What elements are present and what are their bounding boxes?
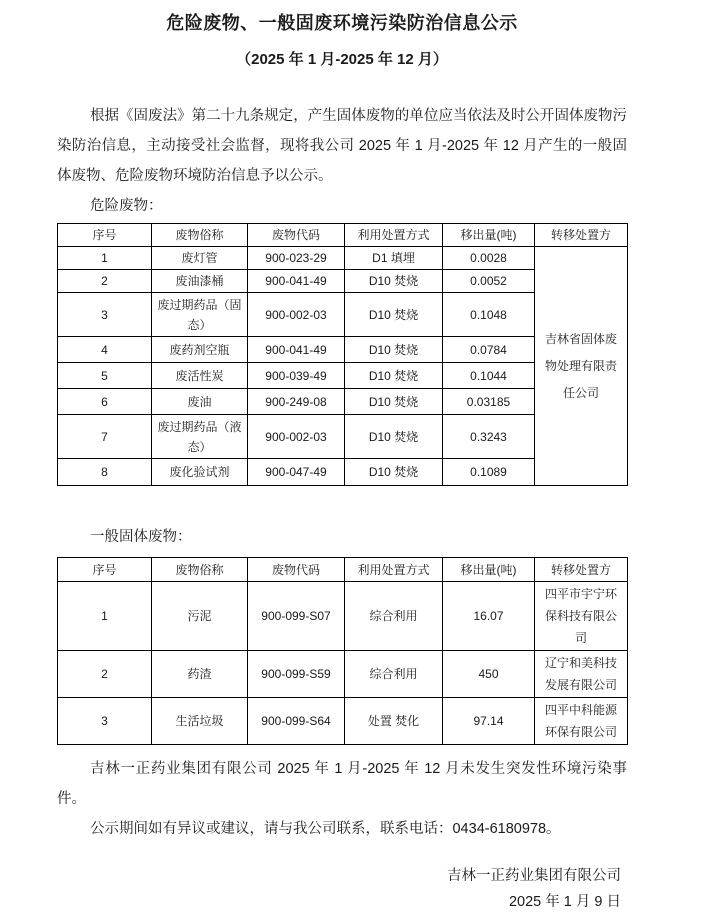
column-header-transfer-party: 转移处置方 [535, 558, 628, 582]
table-header-row [58, 558, 628, 582]
column-header-disposal-method: 利用处置方式 [345, 558, 443, 582]
table-row [58, 582, 628, 651]
cell-waste-code: 900-047-49 [248, 459, 345, 486]
cell-disposal-method: D10 焚烧 [345, 363, 443, 389]
cell-waste-code: 900-002-03 [248, 415, 345, 459]
cell-waste-name: 废过期药品（液态） [152, 415, 248, 459]
table-row [58, 651, 628, 698]
general-waste-section-label: 一般固体废物： [90, 529, 192, 545]
cell-disposal-method: 综合利用 [345, 651, 443, 698]
cell-index: 3 [58, 698, 152, 745]
cell-index: 8 [58, 459, 152, 486]
table-row [58, 247, 628, 270]
cell-disposal-method: D10 焚烧 [345, 389, 443, 415]
cell-index: 2 [58, 651, 152, 698]
cell-amount: 450 [443, 651, 535, 698]
cell-disposal-method: D10 焚烧 [345, 459, 443, 486]
cell-waste-code: 900-039-49 [248, 363, 345, 389]
page-subtitle: （2025 年 1 月-2025 年 12 月） [236, 51, 448, 68]
cell-waste-name: 药渣 [152, 651, 248, 698]
cell-waste-code: 900-041-49 [248, 270, 345, 293]
cell-index: 2 [58, 270, 152, 293]
cell-waste-name: 废化验试剂 [152, 459, 248, 486]
cell-waste-code: 900-041-49 [248, 337, 345, 363]
cell-index: 1 [58, 582, 152, 651]
cell-amount: 0.0028 [443, 247, 535, 270]
cell-waste-code: 900-002-03 [248, 293, 345, 337]
cell-waste-name: 废油漆桶 [152, 270, 248, 293]
column-header-index: 序号 [58, 224, 152, 247]
cell-waste-name: 污泥 [152, 582, 248, 651]
cell-amount: 0.1048 [443, 293, 535, 337]
column-header-waste-code: 废物代码 [248, 224, 345, 247]
cell-disposal-method: D10 焚烧 [345, 293, 443, 337]
column-header-disposal-method: 利用处置方式 [345, 224, 443, 247]
general-waste-table [57, 557, 628, 745]
cell-disposal-method: 综合利用 [345, 582, 443, 651]
column-header-transfer-party: 转移处置方 [535, 224, 628, 247]
cell-amount: 0.1044 [443, 363, 535, 389]
cell-waste-name: 废药剂空瓶 [152, 337, 248, 363]
column-header-index: 序号 [58, 558, 152, 582]
cell-amount: 16.07 [443, 582, 535, 651]
cell-disposal-method: D10 焚烧 [345, 337, 443, 363]
cell-disposal-method: D10 焚烧 [345, 415, 443, 459]
cell-waste-name: 废油 [152, 389, 248, 415]
cell-waste-code: 900-249-08 [248, 389, 345, 415]
column-header-waste-name: 废物俗称 [152, 224, 248, 247]
table-row [58, 698, 628, 745]
page-title: 危险废物、一般固废环境污染防治信息公示 [166, 13, 518, 33]
cell-disposal-method: 处置 焚化 [345, 698, 443, 745]
cell-disposal-method: D1 填埋 [345, 247, 443, 270]
column-header-amount: 移出量(吨) [443, 558, 535, 582]
cell-transfer-party: 辽宁和美科技发展有限公司 [535, 651, 628, 698]
cell-waste-code: 900-099-S59 [248, 651, 345, 698]
hazardous-waste-section-label: 危险废物： [90, 198, 163, 214]
cell-waste-code: 900-023-29 [248, 247, 345, 270]
cell-waste-name: 生活垃圾 [152, 698, 248, 745]
signature-date: 2025 年 1 月 9 日 [508, 894, 621, 910]
cell-amount: 0.3243 [443, 415, 535, 459]
signature-block [57, 863, 627, 915]
cell-index: 7 [58, 415, 152, 459]
cell-transfer-party-merged: 吉林省固体废物处理有限责任公司 [535, 247, 628, 486]
cell-amount: 0.0784 [443, 337, 535, 363]
cell-waste-code: 900-099-S64 [248, 698, 345, 745]
closing-statement: 吉林一正药业集团有限公司 2025 年 1 月-2025 年 12 月未发生突发性环境污染事件。 [57, 761, 627, 807]
table-header-row [58, 224, 628, 247]
cell-waste-name: 废灯管 [152, 247, 248, 270]
cell-waste-code: 900-099-S07 [248, 582, 345, 651]
cell-amount: 0.1089 [443, 459, 535, 486]
intro-paragraph: 根据《固废法》第二十九条规定，产生固体废物的单位应当依法及时公开固体废物污染防治信息，主动接受社会监督，现将我公司 2025 年 1 月-2025 年 12 月产生的一般固体废物、危险废物环境防治信息予以公示。 [57, 108, 627, 184]
cell-index: 1 [58, 247, 152, 270]
cell-amount: 0.03185 [443, 389, 535, 415]
cell-index: 3 [58, 293, 152, 337]
column-header-waste-name: 废物俗称 [152, 558, 248, 582]
hazardous-waste-table [57, 223, 628, 486]
cell-index: 5 [58, 363, 152, 389]
cell-amount: 97.14 [443, 698, 535, 745]
cell-waste-name: 废过期药品（固态） [152, 293, 248, 337]
cell-disposal-method: D10 焚烧 [345, 270, 443, 293]
cell-transfer-party: 四平中科能源环保有限公司 [535, 698, 628, 745]
cell-index: 4 [58, 337, 152, 363]
column-header-waste-code: 废物代码 [248, 558, 345, 582]
contact-statement: 公示期间如有异议或建议，请与我公司联系，联系电话：0434-6180978。 [90, 821, 561, 837]
cell-waste-name: 废活性炭 [152, 363, 248, 389]
column-header-amount: 移出量(吨) [443, 224, 535, 247]
signature-company: 吉林一正药业集团有限公司 [447, 868, 621, 884]
cell-amount: 0.0052 [443, 270, 535, 293]
cell-index: 6 [58, 389, 152, 415]
cell-transfer-party: 四平市宇宁环保科技有限公司 [535, 582, 628, 651]
